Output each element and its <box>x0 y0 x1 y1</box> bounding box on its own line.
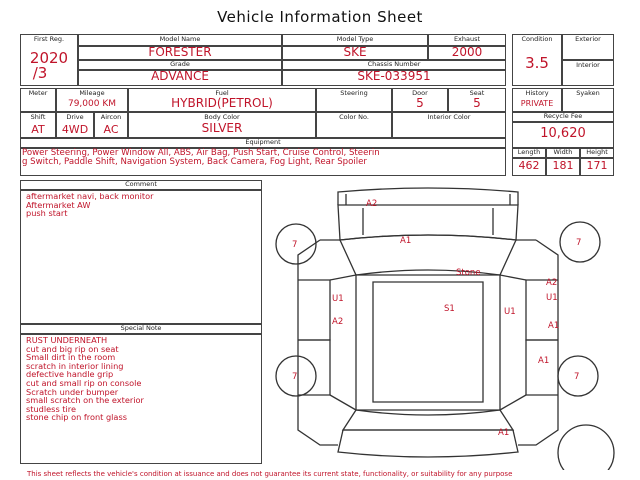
chassis-value: SKE-033951 <box>357 69 431 83</box>
car-damage-diagram <box>268 180 618 470</box>
mark-hood: A1 <box>400 236 412 246</box>
comment-label: Comment <box>125 180 157 188</box>
rear-window-outline <box>343 410 513 430</box>
door-label: Door <box>412 89 428 97</box>
grade-value: ADVANCE <box>151 69 209 83</box>
interior-label: Interior <box>576 61 600 69</box>
equipment-label: Equipment <box>245 138 281 146</box>
syaken-label: Syaken <box>576 89 600 97</box>
mark-wheel-front-left: 7 <box>292 240 298 250</box>
width-label: Width <box>553 148 573 156</box>
hood-lines <box>363 208 493 235</box>
special-note-label: Special Note <box>120 324 162 332</box>
body-color-value: SILVER <box>201 121 243 135</box>
mark-wheel-rear-left: 7 <box>292 372 298 382</box>
front-bumper-outline <box>338 188 518 205</box>
shift-value: AT <box>31 123 45 136</box>
first-reg-label: First Reg. <box>33 35 65 43</box>
first-reg-month: /3 <box>32 64 48 82</box>
wheels <box>276 222 614 470</box>
seat-label: Seat <box>469 89 485 97</box>
body-color-label: Body Color <box>204 113 240 121</box>
spare-tire <box>558 425 614 470</box>
windshield-outline <box>340 235 516 275</box>
mark-left-front-door: U1 <box>332 294 344 304</box>
first-reg-year: 2020 <box>29 49 69 67</box>
length-value: 462 <box>518 159 540 172</box>
mark-roof: S1 <box>444 304 455 314</box>
color-no-label: Color No. <box>339 113 369 121</box>
aircon-value: AC <box>103 123 119 136</box>
drive-value: 4WD <box>61 123 89 136</box>
aircon-label: Aircon <box>100 113 122 121</box>
mark-wheel-rear-right: 7 <box>574 372 580 382</box>
mark-right-u1-b: U1 <box>546 293 558 303</box>
fuel-label: Fuel <box>215 89 229 97</box>
model-type-label: Model Type <box>336 35 374 43</box>
mark-right-a1-b: A1 <box>538 356 550 366</box>
right-side-outline <box>518 240 558 445</box>
history-value: PRIVATE <box>520 99 554 108</box>
disclaimer-footer: This sheet reflects the vehicle's condition at issuance and does not guarantee its current state, functionality, or suitability for any purpose <box>27 470 513 478</box>
chassis-label: Chassis Number <box>367 60 421 68</box>
drive-label: Drive <box>66 113 84 121</box>
recycle-fee-label: Recycle Fee <box>543 112 583 120</box>
comment-text: aftermarket navi, back monitor Aftermarket AW push start <box>26 191 154 219</box>
mark-right-a2: A2 <box>546 278 558 288</box>
equipment-line-2: g Switch, Paddle Shift, Navigation System, Back Camera, Fog Light, Rear Spoiler <box>22 157 367 167</box>
model-name-label: Model Name <box>159 35 201 43</box>
exhaust-value: 2000 <box>451 45 483 59</box>
left-front-door <box>298 280 330 340</box>
right-rear-door <box>526 340 558 395</box>
width-value: 181 <box>552 159 574 172</box>
fuel-value: HYBRID(PETROL) <box>171 96 273 110</box>
door-value: 5 <box>416 96 424 110</box>
seat-value: 5 <box>473 96 481 110</box>
roof-outline <box>356 275 500 410</box>
history-label: History <box>525 89 549 97</box>
exterior-label: Exterior <box>575 35 601 43</box>
model-type-value: SKE <box>343 45 367 59</box>
mark-right-a1-a: A1 <box>548 321 560 331</box>
right-pillar-lines <box>500 275 526 410</box>
meter-label: Meter <box>28 89 48 97</box>
mark-rear: A1 <box>498 428 510 438</box>
mark-right-u1-a: U1 <box>504 307 516 317</box>
rear-bumper-outline <box>338 430 518 457</box>
model-name-value: FORESTER <box>148 45 212 59</box>
sheet-title: Vehicle Information Sheet <box>217 8 423 26</box>
mark-front-center: A2 <box>366 199 378 209</box>
left-side-outline <box>298 240 338 445</box>
mileage-label: Mileage <box>79 89 105 97</box>
equipment-line-1: Power Steering, Power Window All, ABS, Air Bag, Push Start, Cruise Control, Steerin <box>22 148 380 158</box>
interior-color-label: Interior Color <box>427 113 471 121</box>
exhaust-label: Exhaust <box>453 35 481 43</box>
condition-value: 3.5 <box>525 54 549 72</box>
height-label: Height <box>586 148 608 156</box>
mark-wheel-front-right: 7 <box>576 238 582 248</box>
grade-label: Grade <box>170 60 190 68</box>
condition-label: Condition <box>521 35 553 43</box>
right-front-door <box>526 280 558 340</box>
roof-inner-outline <box>373 282 483 402</box>
special-note-text: RUST UNDERNEATH cut and big rip on seat Small dirt in the room scratch in interior lining defective handle grip cut and small rip on console Scratch under bumper small scratch on the exterior studless tire stone chip on front glass <box>26 335 144 423</box>
mark-left-rear-door: A2 <box>332 317 344 327</box>
shift-label: Shift <box>30 113 46 121</box>
mileage-value: 79,000 KM <box>67 99 117 109</box>
mark-stone: Stone <box>456 268 481 278</box>
height-value: 171 <box>586 159 608 172</box>
length-label: Length <box>517 148 541 156</box>
recycle-fee-value: 10,620 <box>540 126 586 141</box>
steering-label: Steering <box>340 89 368 97</box>
